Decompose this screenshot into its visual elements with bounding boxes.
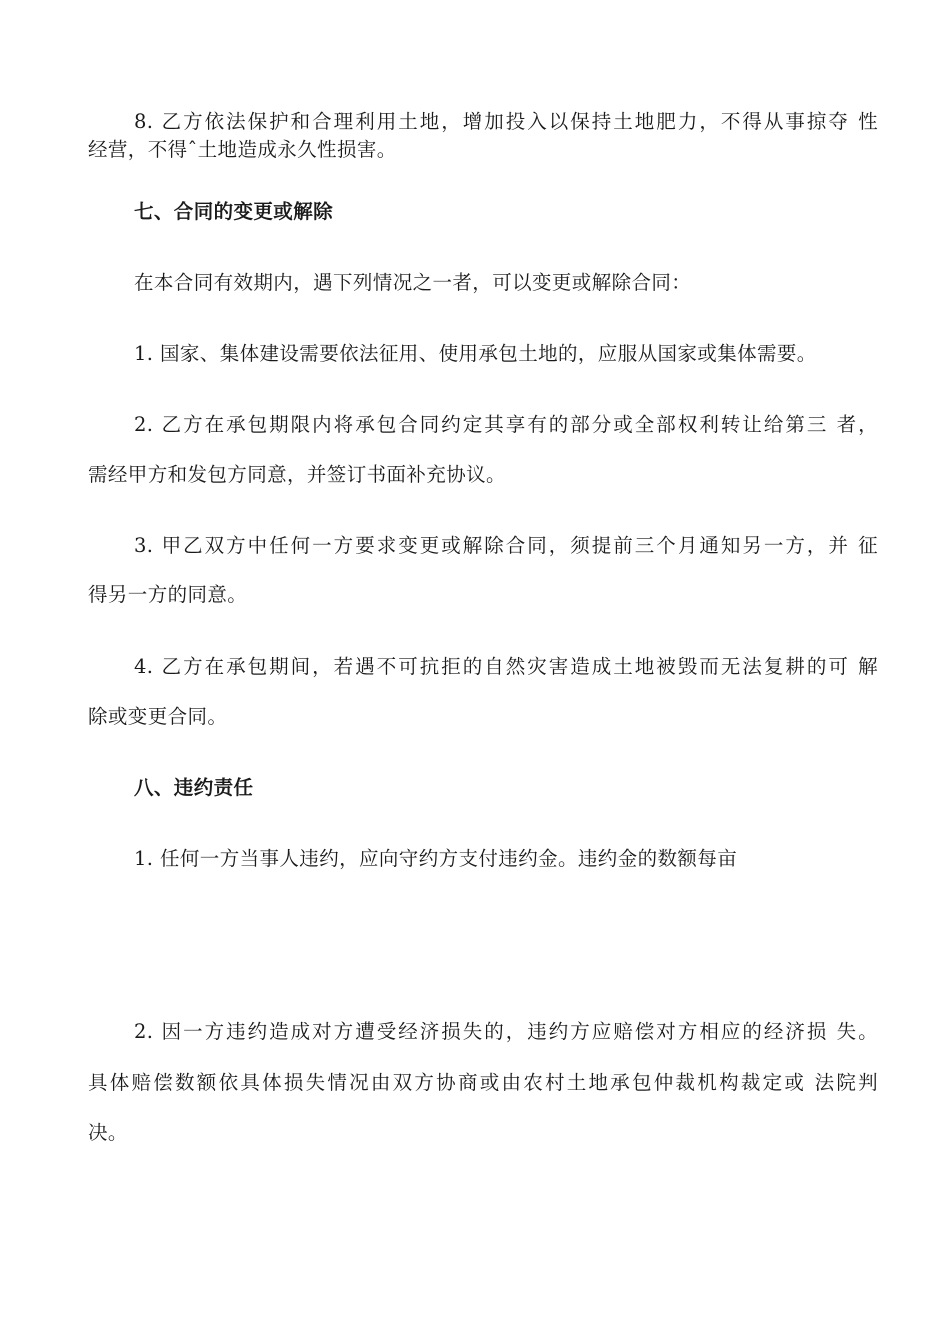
- section-8-item-2-line-3: 决。: [88, 1121, 128, 1144]
- section-7-intro: 在本合同有效期内，遇下列情况之一者，可以变更或解除合同：: [134, 271, 692, 294]
- clause-8-line-2: 经营，不得ˆ土地造成永久性损害。: [88, 138, 397, 161]
- section-8-item-1: 1. 任何一方当事人违约，应向守约方支付违约金。违约金的数额每亩: [134, 847, 738, 870]
- clause-8-line-1: 8. 乙方依法保护和合理利用土地，增加投入以保持土地肥力，不得从事掠夺 性: [134, 110, 878, 133]
- section-7-heading: 七、合同的变更或解除: [134, 200, 334, 223]
- section-8-item-2-line-2: 具体赔偿数额依具体损失情况由双方协商或由农村土地承包仲裁机构裁定或 法院判: [88, 1071, 878, 1094]
- section-7-item-4-line-1: 4. 乙方在承包期间，若遇不可抗拒的自然灾害造成土地被毁而无法复耕的可 解: [134, 655, 878, 678]
- section-8-item-2-line-1: 2. 因一方违约造成对方遭受经济损失的，违约方应赔偿对方相应的经济损 失。: [134, 1020, 878, 1043]
- section-8-heading: 八、违约责任: [134, 776, 254, 799]
- section-7-item-4-line-2: 除或变更合同。: [88, 705, 228, 728]
- section-7-item-2-line-2: 需经甲方和发包方同意，并签订书面补充协议。: [88, 463, 506, 486]
- section-7-item-3-line-2: 得另一方的同意。: [88, 583, 248, 606]
- section-7-item-2-line-1: 2. 乙方在承包期限内将承包合同约定其享有的部分或全部权利转让给第三 者，: [134, 413, 878, 436]
- section-7-item-3-line-1: 3. 甲乙双方中任何一方要求变更或解除合同，须提前三个月通知另一方，并 征: [134, 534, 878, 557]
- section-7-item-1: 1. 国家、集体建设需要依法征用、使用承包土地的，应服从国家或集体需要。: [134, 342, 817, 365]
